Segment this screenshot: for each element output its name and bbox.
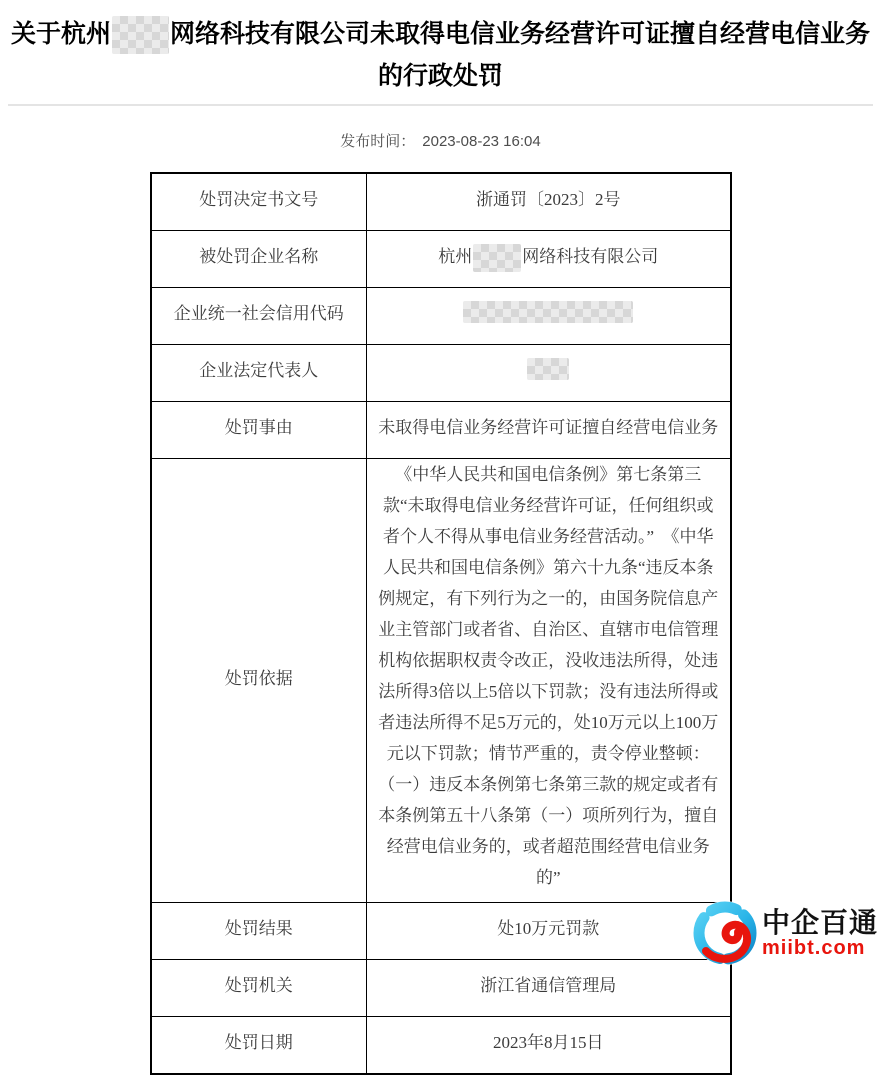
row-label-legal-representative: 企业法定代表人 — [151, 345, 367, 402]
table-row — [151, 231, 731, 288]
table-row — [151, 402, 731, 459]
brand-text — [762, 908, 878, 959]
table-row — [151, 960, 731, 1017]
row-value-penalty-reason: 未取得电信业务经营许可证擅自经营电信业务 — [367, 402, 731, 459]
table-row — [151, 288, 731, 345]
penalty-table — [150, 172, 732, 1075]
row-value-decision-number: 浙通罚〔2023〕2号 — [367, 173, 731, 231]
row-label-credit-code: 企业统一社会信用代码 — [151, 288, 367, 345]
publish-time — [0, 130, 881, 151]
title-line-2: 的行政处罚 — [377, 62, 503, 90]
row-value-penalty-authority: 浙江省通信管理局 — [367, 960, 731, 1017]
redacted-credit-code-blur — [463, 301, 633, 323]
row-value-penalty-result: 处10万元罚款 — [367, 903, 731, 960]
brand-name: 中企百通 — [761, 906, 878, 938]
row-label-penalty-authority: 处罚机关 — [151, 960, 367, 1017]
company-name-prefix: 杭州 — [438, 246, 473, 266]
company-name-suffix: 网络科技有限公司 — [522, 246, 659, 266]
publish-time-label: 发布时间： — [340, 133, 416, 150]
row-label-penalty-basis: 处罚依据 — [151, 459, 367, 903]
table-row — [151, 173, 731, 231]
row-label-penalty-result: 处罚结果 — [151, 903, 367, 960]
publish-time-value: 2023-08-23 16:04 — [422, 133, 541, 150]
table-row — [151, 1017, 731, 1075]
row-value-legal-representative — [367, 345, 731, 402]
title-prefix: 关于杭州 — [10, 20, 111, 48]
title-line-1 — [0, 13, 881, 55]
redacted-company-name-blur — [112, 16, 169, 54]
page-title — [0, 0, 881, 97]
row-label-decision-number: 处罚决定书文号 — [151, 173, 367, 231]
row-label-penalty-date: 处罚日期 — [151, 1017, 367, 1075]
table-row — [151, 345, 731, 402]
row-label-penalty-reason: 处罚事由 — [151, 402, 367, 459]
row-value-penalty-date: 2023年8月15日 — [367, 1017, 731, 1075]
table-row — [151, 459, 731, 903]
redacted-legal-representative-blur — [527, 358, 569, 380]
brand-sphere-icon — [693, 901, 757, 965]
row-value-company-name — [367, 231, 731, 288]
row-value-penalty-basis: 《中华人民共和国电信条例》第七条第三款“未取得电信业务经营许可证，任何组织或者个人不得从事电信业务经营活动。” 《中华人民共和国电信条例》第六十九条“违反本条例规定，有下列行为之一的，由国务院信息产业主管部门或者省、自治区、直辖市电信管理机构依据职权责令改正，没收违法所得，处违法所得3倍以上5倍以下罚款；没有违法所得或者违法所得不足5万元的，处10万元以上100万元以下罚款；情节严重的，责令停业整顿：（一）违反本条例第七条第三款的规定或者有本条例第五十八条第（一）项所列行为，擅自经营电信业务的，或者超范围经营电信业务的” — [367, 459, 731, 903]
row-value-credit-code — [367, 288, 731, 345]
title-divider — [8, 104, 873, 106]
redacted-company-name-blur — [473, 244, 521, 272]
table-row — [151, 903, 731, 960]
brand-domain: miibt.com — [761, 936, 866, 959]
title-suffix: 网络科技有限公司未取得电信业务经营许可证擅自经营电信业务 — [170, 20, 871, 48]
row-label-company-name: 被处罚企业名称 — [151, 231, 367, 288]
watermark-logo — [693, 901, 878, 965]
